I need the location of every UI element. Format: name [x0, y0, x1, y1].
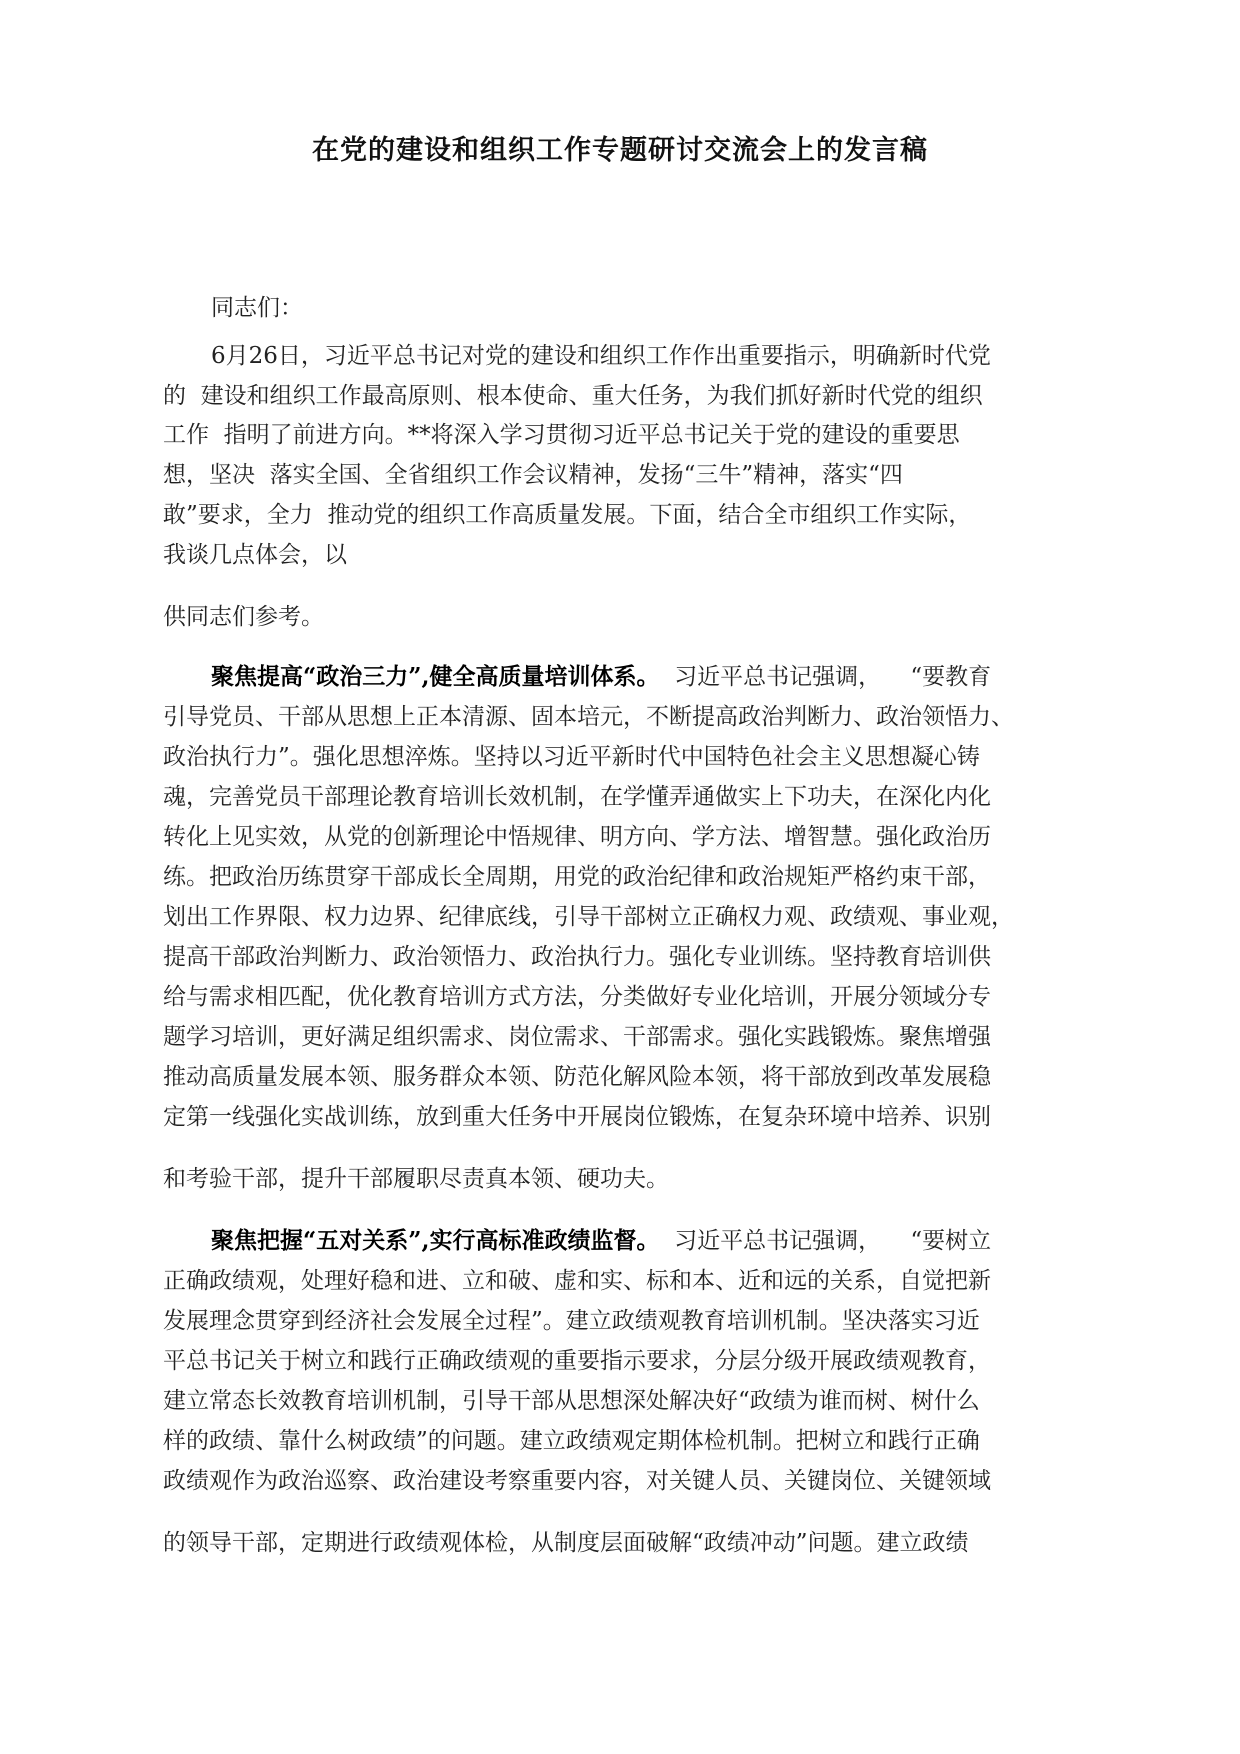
section2-first-line: [211, 1222, 991, 1255]
section1-line: 题学习培训，更好满足组织需求、岗位需求、干部需求。强化实践锻炼。聚焦增强: [163, 1024, 991, 1050]
intro-line: 工作 指明了前进方向。**将深入学习贯彻习近平总书记关于党的建设的重要思: [163, 422, 960, 448]
section1-line: 转化上见实效，从党的创新理论中悟规律、明方向、学方法、增智慧。强化政治历: [163, 824, 991, 850]
section1-line: 和考验干部，提升干部履职尽责真本领、硬功夫。: [163, 1166, 669, 1192]
section1-line: 定第一线强化实战训练，放到重大任务中开展岗位锻炼，在复杂环境中培养、识别: [163, 1104, 991, 1130]
intro-line: 供同志们参考。: [163, 604, 324, 630]
intro-line: 的 建设和组织工作最高原则、根本使命、重大任务，为我们抓好新时代党的组织: [163, 383, 983, 409]
section2-line: 平总书记关于树立和践行正确政绩观的重要指示要求，分层分级开展政绩观教育，: [163, 1348, 991, 1374]
section1-heading: 聚焦提高“政治三力”,健全高质量培训体系。: [211, 663, 660, 690]
section1-first-line: [211, 658, 991, 691]
section2-line: 正确政绩观，处理好稳和进、立和破、虚和实、标和本、近和远的关系，自觉把新: [163, 1268, 991, 1294]
intro-line: 想，坚决 落实全国、全省组织工作会议精神，发扬“三牛”精神，落实“四: [163, 462, 903, 488]
section1-line: 给与需求相匹配，优化教育培训方式方法，分类做好专业化培训，开展分领域分专: [163, 984, 991, 1010]
section2-first-line-text: 习近平总书记强调， “要树立: [659, 1228, 992, 1254]
section2-line: 发展理念贯穿到经济社会发展全过程”。建立政绩观教育培训机制。坚决落实习近: [163, 1308, 980, 1334]
salutation: 同志们：: [211, 295, 303, 321]
section1-line: 提高干部政治判断力、政治领悟力、政治执行力。强化专业训练。坚持教育培训供: [163, 944, 991, 970]
section2-heading: 聚焦把握“五对关系”,实行高标准政绩监督。: [211, 1227, 660, 1254]
section1-line: 引导党员、干部从思想上正本清源、固本培元，不断提高政治判断力、政治领悟力、: [163, 704, 1014, 730]
section1-first-line-text: 习近平总书记强调， “要教育: [659, 664, 992, 690]
section1-line: 政治执行力”。强化思想淬炼。坚持以习近平新时代中国特色社会主义思想凝心铸: [163, 744, 980, 770]
document-title: 在党的建设和组织工作专题研讨交流会上的发言稿: [312, 135, 928, 166]
section1-line: 推动高质量发展本领、服务群众本领、防范化解风险本领，将干部放到改革发展稳: [163, 1064, 991, 1090]
intro-line: 我谈几点体会，以: [163, 542, 347, 568]
section1-line: 划出工作界限、权力边界、纪律底线，引导干部树立正确权力观、政绩观、事业观，: [163, 904, 1014, 930]
intro-line: 敢”要求，全力 推动党的组织工作高质量发展。下面，结合全市组织工作实际，: [163, 502, 972, 528]
section1-line: 魂，完善党员干部理论教育培训长效机制，在学懂弄通做实上下功夫，在深化内化: [163, 784, 991, 810]
section2-line: 建立常态长效教育培训机制，引导干部从思想深处解决好“政绩为谁而树、树什么: [163, 1388, 980, 1414]
section1-line: 练。把政治历练贯穿干部成长全周期，用党的政治纪律和政治规矩严格约束干部，: [163, 864, 991, 890]
section2-line: 样的政绩、靠什么树政绩”的问题。建立政绩观定期体检机制。把树立和践行正确: [163, 1428, 980, 1454]
intro-line: 6月26日，习近平总书记对党的建设和组织工作作出重要指示，明确新时代党: [211, 343, 991, 369]
section2-line: 政绩观作为政治巡察、政治建设考察重要内容，对关键人员、关键岗位、关键领域: [163, 1468, 991, 1494]
section2-line: 的领导干部，定期进行政绩观体检，从制度层面破解“政绩冲动”问题。建立政绩: [163, 1530, 969, 1556]
